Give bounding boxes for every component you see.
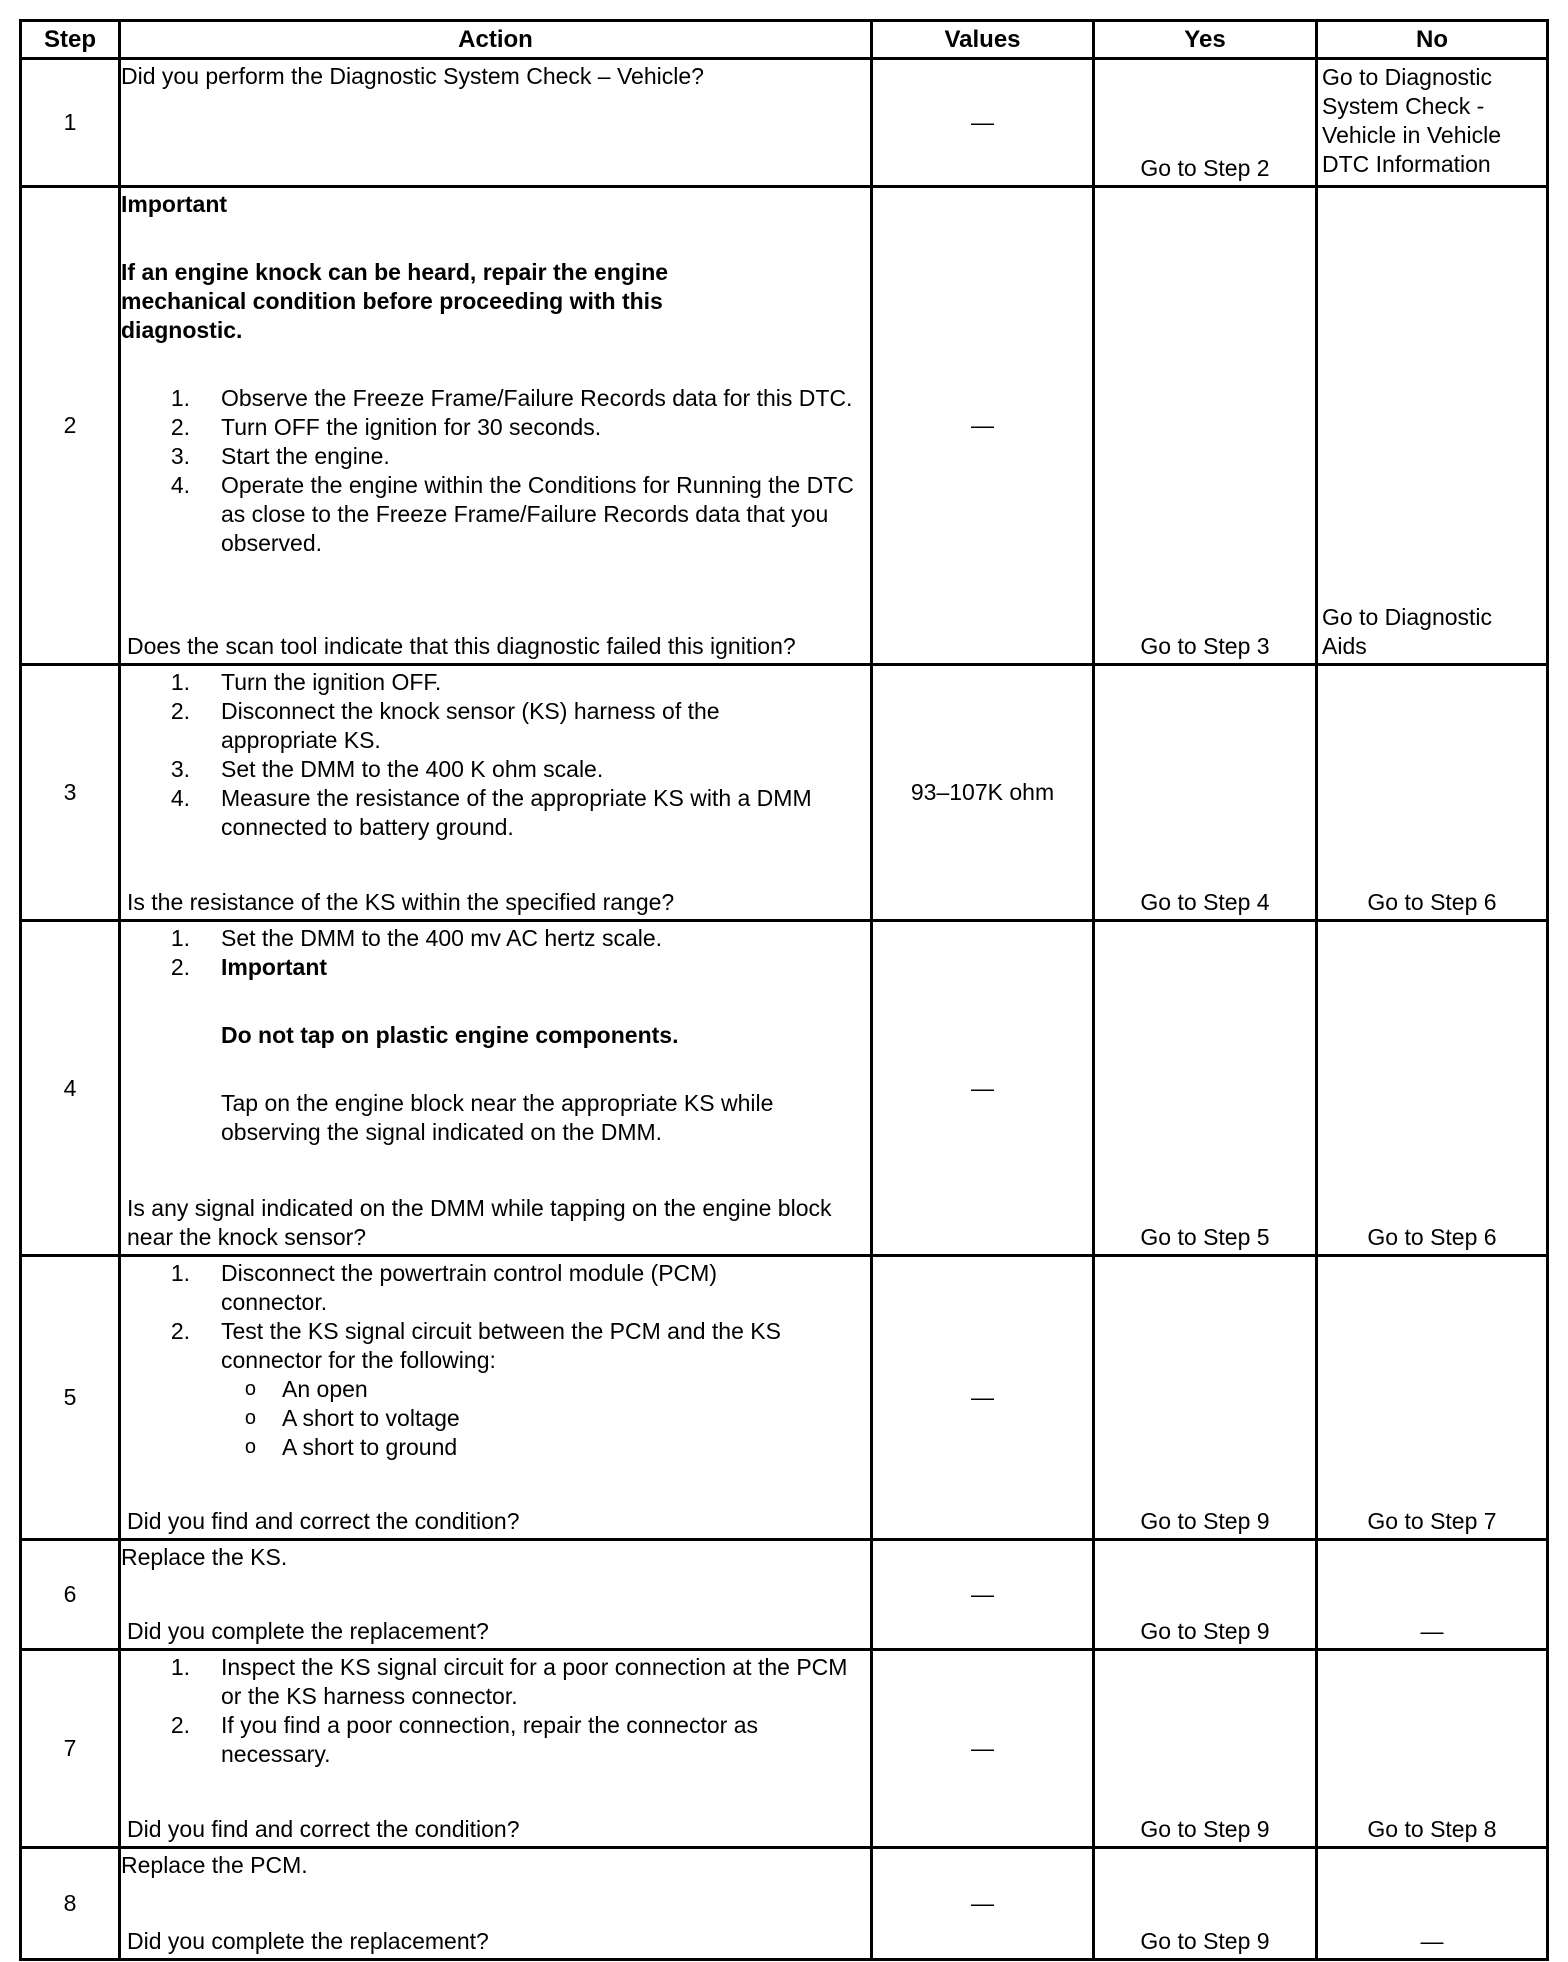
header-yes: Yes <box>1094 21 1317 59</box>
list-item: 1. Disconnect the powertrain control module (PCM) connector. <box>170 1260 717 1315</box>
important-text: If an engine knock can be heard, repair the engine mechanical condition before proceeding with this diagnostic. <box>121 259 669 343</box>
header-step: Step <box>21 21 120 59</box>
table-row <box>21 665 1548 921</box>
no-link[interactable]: Go to Diagnostic Aids <box>1322 604 1493 659</box>
question-text: Did you find and correct the condition? <box>127 1816 520 1842</box>
yes-cell <box>1094 1848 1317 1960</box>
action-cell <box>120 187 872 665</box>
list-item: 2. Test the KS signal circuit between the PCM and the KS connector for the following: <box>170 1318 781 1373</box>
question-text: Did you find and correct the condition? <box>127 1508 520 1534</box>
step-number: 5 <box>21 1256 120 1540</box>
sub-list-item: o An open <box>244 1376 368 1402</box>
yes-link[interactable]: Go to Step 5 <box>1140 1224 1270 1250</box>
important-text: Do not tap on plastic engine components. <box>221 1022 679 1048</box>
table-row <box>21 1848 1548 1960</box>
action-cell <box>120 1540 872 1650</box>
no-cell <box>1317 921 1548 1256</box>
list-item: 2. Turn OFF the ignition for 30 seconds. <box>170 414 602 440</box>
no-cell <box>1317 665 1548 921</box>
action-cell <box>120 1256 872 1540</box>
header-no: No <box>1317 21 1548 59</box>
value-cell: — <box>872 1256 1094 1540</box>
list-item: 2. Important Do not tap on plastic engine components. Tap on the engine block near the appropriate KS while observing the signal indicated on the DMM. <box>121 953 870 1147</box>
list-item: 1. Inspect the KS signal circuit for a poor connection at the PCM or the KS harness connector. <box>170 1654 848 1709</box>
list-item: 1. Turn the ignition OFF. <box>170 669 442 695</box>
value-cell: 93–107K ohm <box>872 665 1094 921</box>
action-list <box>121 922 870 1147</box>
header-row <box>21 21 1548 59</box>
question-text: Did you complete the replacement? <box>127 1928 489 1954</box>
no-link[interactable]: Go to Step 7 <box>1367 1508 1497 1534</box>
yes-cell <box>1094 1256 1317 1540</box>
action-cell <box>120 1848 872 1960</box>
yes-link[interactable]: Go to Step 4 <box>1140 889 1270 915</box>
list-item: 1. Set the DMM to the 400 mv AC hertz scale. <box>170 925 663 951</box>
yes-cell <box>1094 187 1317 665</box>
step-number: 6 <box>21 1540 120 1650</box>
value-cell: — <box>872 59 1094 187</box>
action-cell <box>120 665 872 921</box>
table-row <box>21 59 1548 187</box>
yes-link[interactable]: Go to Step 9 <box>1140 1508 1270 1534</box>
yes-link[interactable]: Go to Step 2 <box>1140 155 1270 181</box>
question-text: Did you complete the replacement? <box>127 1618 489 1644</box>
action-list <box>121 1257 870 1375</box>
value-cell: — <box>872 921 1094 1256</box>
header-action: Action <box>120 21 872 59</box>
no-link[interactable]: Go to Step 6 <box>1367 889 1497 915</box>
yes-cell <box>1094 665 1317 921</box>
list-item: 3. Set the DMM to the 400 K ohm scale. <box>170 756 604 782</box>
header-values: Values <box>872 21 1094 59</box>
no-link[interactable]: Go to Step 6 <box>1367 1224 1497 1250</box>
table-row <box>21 187 1548 665</box>
list-item: 2. If you find a poor connection, repair the connector as necessary. <box>170 1712 758 1767</box>
question-text: Does the scan tool indicate that this diagnostic failed this ignition? <box>127 633 796 659</box>
sub-list <box>121 1375 870 1462</box>
list-item-text: Tap on the engine block near the appropriate KS while observing the signal indicated on the DMM. <box>221 1090 774 1145</box>
diagnostic-table <box>19 19 1549 1961</box>
yes-link[interactable]: Go to Step 9 <box>1140 1618 1270 1644</box>
yes-link[interactable]: Go to Step 9 <box>1140 1928 1270 1954</box>
action-cell <box>120 1650 872 1848</box>
list-item: 3. Start the engine. <box>170 443 390 469</box>
sub-list-item: o A short to ground <box>244 1434 458 1460</box>
action-text: Replace the PCM. <box>121 1852 308 1878</box>
action-text: Did you perform the Diagnostic System Check – Vehicle? <box>121 63 704 89</box>
step-number: 1 <box>21 59 120 187</box>
yes-cell <box>1094 1650 1317 1848</box>
no-cell <box>1317 1256 1548 1540</box>
no-value: — <box>1420 1928 1444 1954</box>
yes-link[interactable]: Go to Step 3 <box>1140 633 1270 659</box>
yes-cell <box>1094 59 1317 187</box>
value-cell: — <box>872 187 1094 665</box>
step-number: 2 <box>21 187 120 665</box>
no-cell <box>1317 59 1548 187</box>
table-row <box>21 1650 1548 1848</box>
important-title: Important <box>221 954 328 980</box>
sub-list-item: o A short to voltage <box>244 1405 460 1431</box>
action-cell <box>120 59 872 187</box>
action-list <box>121 1651 870 1769</box>
value-cell: — <box>872 1650 1094 1848</box>
diagnostic-table-container <box>19 19 1546 1961</box>
list-item: 4. Operate the engine within the Conditions for Running the DTC as close to the Freeze Frame/Failure Records data that you observed. <box>170 472 854 556</box>
no-value: — <box>1420 1618 1444 1644</box>
no-cell <box>1317 1540 1548 1650</box>
step-number: 7 <box>21 1650 120 1848</box>
table-row <box>21 921 1548 1256</box>
action-cell <box>120 921 872 1256</box>
important-title: Important <box>121 191 228 217</box>
action-list <box>121 384 870 558</box>
list-item: 1. Observe the Freeze Frame/Failure Records data for this DTC. <box>170 385 853 411</box>
yes-link[interactable]: Go to Step 9 <box>1140 1816 1270 1842</box>
step-number: 8 <box>21 1848 120 1960</box>
yes-cell <box>1094 921 1317 1256</box>
no-cell <box>1317 187 1548 665</box>
table-row <box>21 1540 1548 1650</box>
no-link[interactable]: Go to Diagnostic System Check - Vehicle in Vehicle DTC Information <box>1322 64 1502 177</box>
value-cell: — <box>872 1540 1094 1650</box>
list-item: 2. Disconnect the knock sensor (KS) harness of the appropriate KS. <box>170 698 720 753</box>
question-text: Is the resistance of the KS within the specified range? <box>127 889 675 915</box>
action-list <box>121 666 870 842</box>
step-number: 3 <box>21 665 120 921</box>
action-text: Replace the KS. <box>121 1544 288 1570</box>
no-cell <box>1317 1848 1548 1960</box>
table-row <box>21 1256 1548 1540</box>
step-number: 4 <box>21 921 120 1256</box>
value-cell: — <box>872 1848 1094 1960</box>
list-item: 4. Measure the resistance of the appropriate KS with a DMM connected to battery ground. <box>170 785 812 840</box>
question-text: Is any signal indicated on the DMM while tapping on the engine block near the knock sensor? <box>127 1195 832 1250</box>
no-link[interactable]: Go to Step 8 <box>1367 1816 1497 1842</box>
yes-cell <box>1094 1540 1317 1650</box>
no-cell <box>1317 1650 1548 1848</box>
